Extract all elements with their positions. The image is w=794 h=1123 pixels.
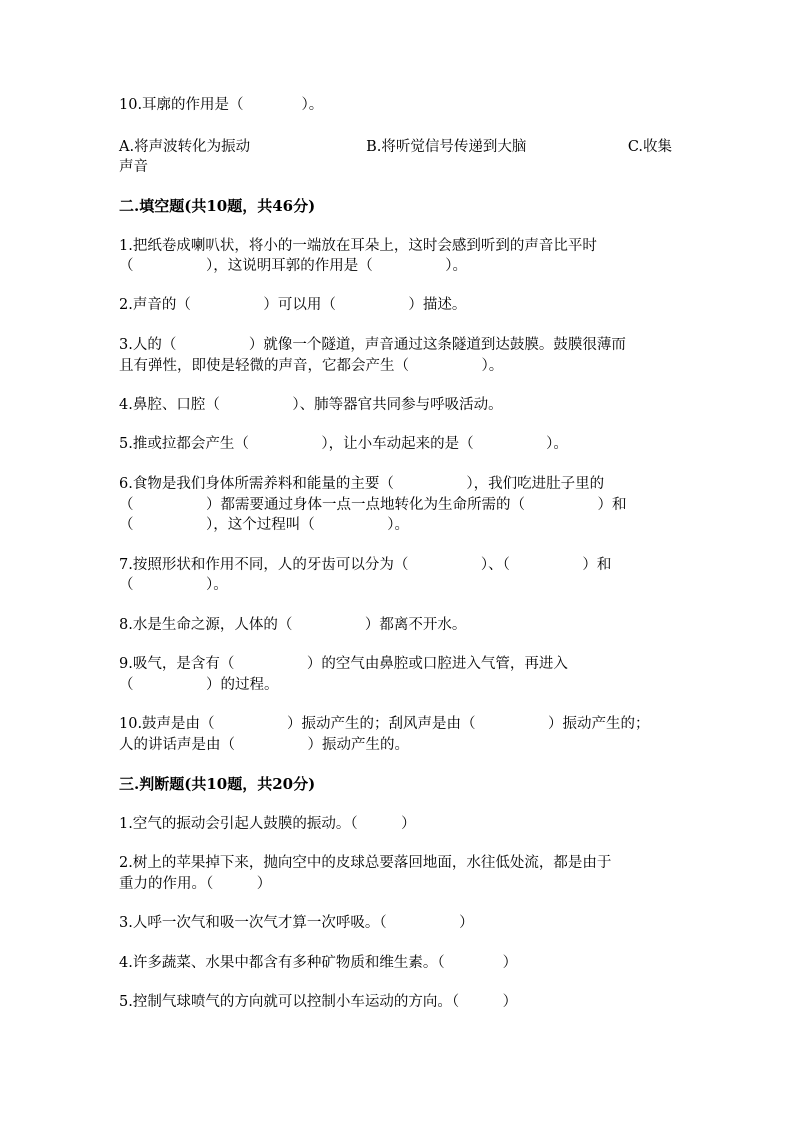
fill-question-6-cont: （ ）都需要通过身体一点一点地转化为生命所需的（ ）和 — [119, 497, 627, 513]
fill-question-10-cont: 人的讲话声是由（ ）振动产生的。 — [119, 737, 409, 753]
fill-question-3: 3.人的（ ）就像一个隧道，声音通过这条隧道到达鼓膜。鼓膜很薄而 — [119, 337, 626, 353]
fill-question-7-cont: （ ）。 — [119, 577, 228, 593]
fill-question-9-cont: （ ）的过程。 — [119, 677, 279, 693]
judge-question-2-cont: 重力的作用。（ ） — [119, 876, 272, 892]
fill-question-1: 1.把纸卷成喇叭状，将小的一端放在耳朵上，这时会感到听到的声音比平时 — [119, 238, 597, 254]
fill-question-9: 9.吸气，是含有（ ）的空气由鼻腔或口腔进入气管，再进入 — [119, 656, 568, 672]
question-10-ear: 10.耳廓的作用是（ ）。 — [119, 97, 324, 113]
section-fill-in-heading: 二.填空题(共10题，共46分) — [119, 197, 316, 215]
fill-question-10: 10.鼓声是由（ ）振动产生的；刮风声是由（ ）振动产生的； — [119, 716, 650, 732]
fill-question-6-cont-2: （ ），这个过程叫（ ）。 — [119, 517, 409, 533]
fill-question-7: 7.按照形状和作用不同，人的牙齿可以分为（ ）、（ ）和 — [119, 557, 612, 573]
fill-question-4: 4.鼻腔、口腔（ ）、肺等器官共同参与呼吸活动。 — [119, 397, 503, 413]
question-10-options-cont: 声音 — [119, 159, 148, 175]
fill-question-5: 5.推或拉都会产生（ ），让小车动起来的是（ ）。 — [119, 436, 568, 452]
fill-question-6: 6.食物是我们身体所需养料和能量的主要（ ），我们吃进肚子里的 — [119, 476, 605, 492]
fill-question-1-cont: （ ），这说明耳郭的作用是（ ）。 — [119, 258, 467, 274]
fill-question-3-cont: 且有弹性，即使是轻微的声音，它都会产生（ ）。 — [119, 358, 504, 374]
question-10-options: A.将声波转化为振动 B.将听觉信号传递到大脑 C.收集 — [119, 139, 673, 155]
judge-question-2: 2.树上的苹果掉下来，抛向空中的皮球总要落回地面，水往低处流，都是由于 — [119, 855, 612, 871]
judge-question-4: 4.许多蔬菜、水果中都含有多种矿物质和维生素。（ ） — [119, 955, 518, 971]
section-true-false-heading: 三.判断题(共10题，共20分) — [119, 775, 316, 793]
fill-question-2: 2.声音的（ ）可以用（ ）描述。 — [119, 297, 467, 313]
fill-question-8: 8.水是生命之源，人体的（ ）都离不开水。 — [119, 617, 467, 633]
judge-question-3: 3.人呼一次气和吸一次气才算一次呼吸。（ ） — [119, 915, 474, 931]
judge-question-1: 1.空气的振动会引起人鼓膜的振动。（ ） — [119, 816, 416, 832]
judge-question-5: 5.控制气球喷气的方向就可以控制小车运动的方向。（ ） — [119, 994, 518, 1010]
